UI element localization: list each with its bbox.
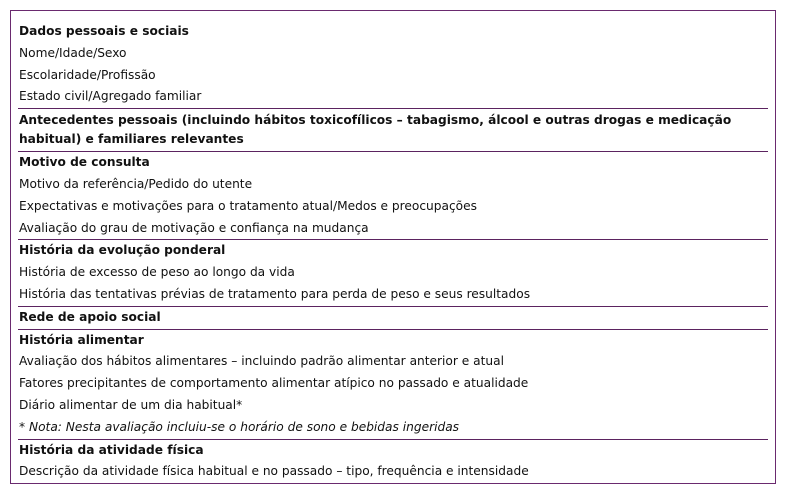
section-consultation-reason <box>18 152 768 240</box>
section-heading: Dados pessoais e sociais <box>19 24 189 38</box>
list-item: História das tentativas prévias de tratamento para perda de peso e seus resultados <box>19 286 531 301</box>
section-food-history <box>18 330 768 440</box>
list-item: Estado civil/Agregado familiar <box>19 89 202 104</box>
section-weight-history <box>18 240 768 306</box>
list-item: Avaliação dos hábitos alimentares – incluindo padrão alimentar anterior e atual <box>19 354 504 369</box>
list-item: Escolaridade/Profissão <box>19 67 156 82</box>
assessment-table <box>10 10 776 484</box>
list-item: Expectativas e motivações para o tratamento atual/Medos e preocupações <box>19 198 477 213</box>
section-heading: História alimentar <box>19 332 144 347</box>
section-heading: Rede de apoio social <box>19 309 161 324</box>
list-item: Diário alimentar de um dia habitual* <box>19 397 243 412</box>
section-social-support <box>18 307 768 330</box>
section-heading: Motivo de consulta <box>19 155 150 170</box>
section-heading: História da atividade física <box>19 442 204 457</box>
list-item: História de excesso de peso ao longo da vida <box>19 265 295 280</box>
list-item: Nome/Idade/Sexo <box>19 45 127 60</box>
section-physical-activity-history <box>18 440 768 484</box>
list-item: Avaliação do grau de motivação e confiança na mudança <box>19 220 369 235</box>
section-personal-social-data <box>18 21 768 109</box>
section-heading: História da evolução ponderal <box>19 243 226 258</box>
section-heading: Antecedentes pessoais (incluindo hábitos toxicofílicos – tabagismo, álcool e outras drogas e medicação habitual) e familiares relevantes <box>19 113 732 147</box>
section-personal-family-history <box>18 109 768 152</box>
list-item: Motivo da referência/Pedido do utente <box>19 176 253 191</box>
footnote: * Nota: Nesta avaliação incluiu-se o horário de sono e bebidas ingeridas <box>19 419 460 434</box>
list-item: Descrição da atividade física habitual e no passado – tipo, frequência e intensidade <box>19 464 529 479</box>
list-item: Fatores precipitantes de comportamento alimentar atípico no passado e atualidade <box>19 376 529 391</box>
